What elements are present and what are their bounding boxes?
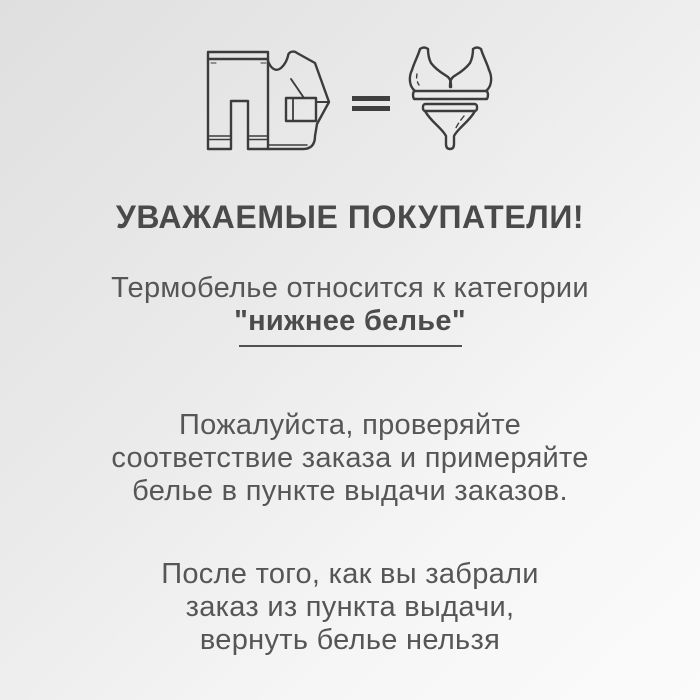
check-line: белье в пункте выдачи заказов.: [132, 475, 568, 507]
bra-left-strap: [412, 48, 431, 71]
leggings-outline: [208, 52, 268, 149]
leggings-cuffs: [208, 136, 268, 140]
category-term: "нижнее белье": [234, 305, 466, 337]
panties-outline: [425, 111, 475, 149]
bra-and-panties-icon: [401, 44, 499, 152]
category-underline: [239, 345, 462, 347]
lingerie-wrap: [401, 44, 499, 152]
return-line: вернуть белье нельзя: [199, 624, 501, 656]
equals-top-bar: [352, 96, 390, 101]
bra-band: [413, 91, 488, 99]
category-intro: Термобелье относится к категории: [111, 272, 589, 304]
check-line: соответствие заказа и примеряйте: [111, 442, 589, 474]
bra-cup-stitch: [417, 74, 419, 85]
bra-right-cup: [450, 63, 491, 91]
equals-bottom-bar: [352, 106, 390, 111]
category-paragraph: [111, 272, 589, 347]
shirt-outline: [268, 52, 329, 149]
bra-right-strap: [470, 48, 489, 71]
heading: УВАЖАЕМЫЕ ПОКУПАТЕЛИ!: [115, 199, 585, 235]
return-line: заказ из пункта выдачи,: [185, 591, 515, 623]
return-line: После того, как вы забрали: [161, 558, 539, 590]
check-line: Пожалуйста, проверяйте: [178, 409, 522, 441]
shirt-cuff: [286, 98, 316, 121]
return-paragraph: [161, 558, 539, 657]
check-paragraph: [111, 409, 588, 508]
panties-band: [423, 104, 477, 111]
thermal-underwear-icon: [201, 41, 341, 153]
equals-icon: [352, 96, 390, 111]
icons-row: [201, 41, 499, 153]
